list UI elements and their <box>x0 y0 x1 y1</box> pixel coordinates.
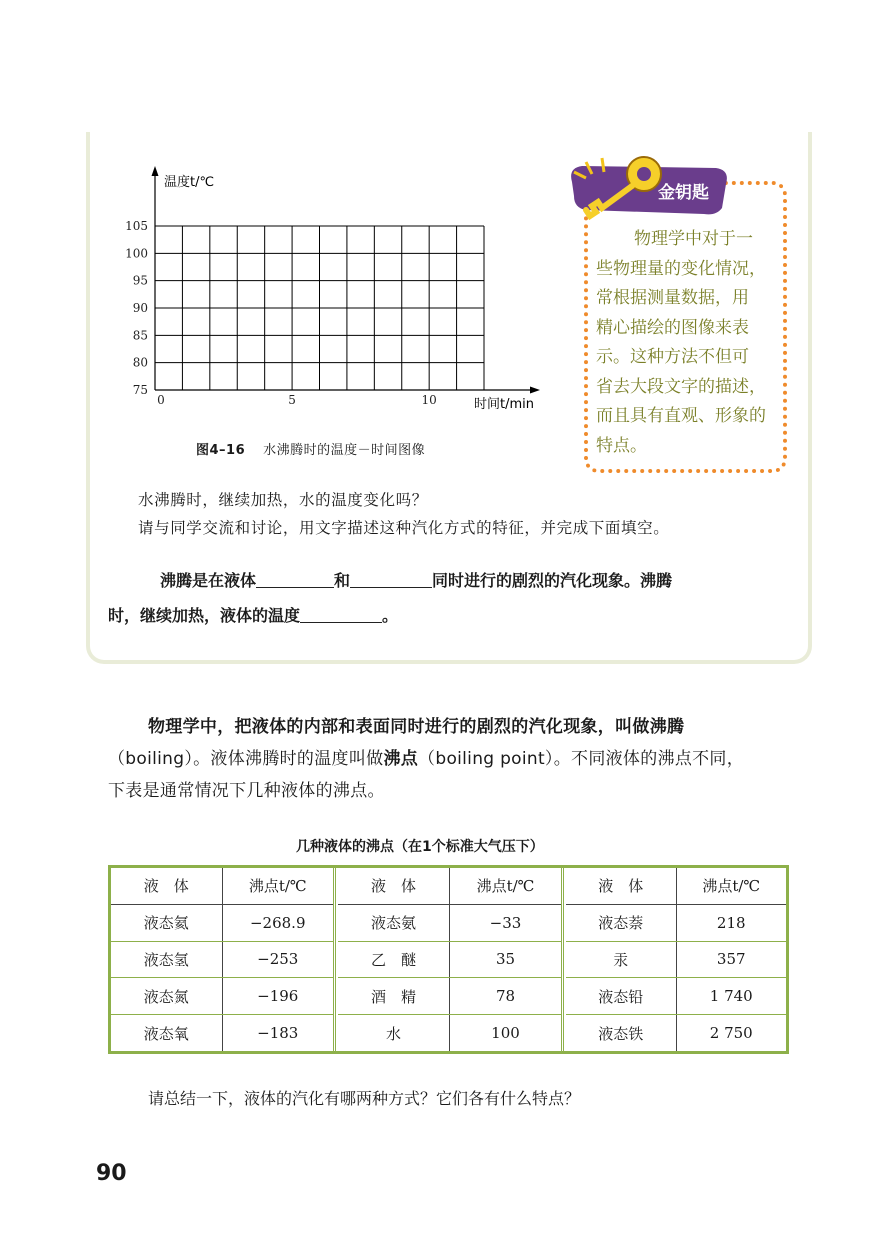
y-tick-label: 85 <box>132 328 148 343</box>
fill-text: 时，继续加热，液体的温度 <box>108 606 301 625</box>
fill-in-sentence-2 <box>108 603 398 626</box>
boiling-point-cell: 100 <box>491 1024 520 1043</box>
y-tick-label: 95 <box>132 273 148 288</box>
golden-key-line: 示。这种方法不但可 <box>596 347 749 367</box>
fill-in-sentence-1 <box>160 568 672 591</box>
answer-blank[interactable] <box>256 571 334 588</box>
question-discussion: 请与同学交流和讨论，用文字描述这种汽化方式的特征，并完成下面填空。 <box>138 519 670 537</box>
figure-number: 图4–16 <box>196 443 246 458</box>
table-row <box>111 978 333 1015</box>
liquid-name-cell: 液态氧 <box>111 1015 222 1051</box>
table-header-row <box>566 868 786 904</box>
table-header-row <box>111 868 333 904</box>
y-tick-label: 100 <box>125 246 148 261</box>
x-axis-arrow <box>530 387 540 394</box>
liquid-name-cell: 液态铅 <box>566 978 676 1015</box>
table-header-row <box>338 868 561 904</box>
boiling-point-cell: −253 <box>222 941 333 978</box>
x-axis-label: 时间t/min <box>474 397 534 410</box>
header-liquid: 液 体 <box>338 868 450 904</box>
table-row <box>111 904 333 941</box>
body-text: （boiling point）。不同液体的沸点不同， <box>418 749 745 769</box>
liquid-name-cell: 酒 精 <box>338 978 450 1015</box>
boiling-point-table <box>108 865 789 1054</box>
y-tick-label: 90 <box>132 301 148 315</box>
boiling-point-cell: −33 <box>450 904 562 941</box>
table-row <box>338 904 561 941</box>
liquid-name-cell: 液态氦 <box>111 904 222 941</box>
liquid-name-cell: 液态萘 <box>566 904 676 941</box>
page-number: 90 <box>96 1161 127 1186</box>
table-caption: 几种液体的沸点（在1个标准大气压下） <box>296 839 544 855</box>
header-liquid: 液 体 <box>566 868 676 904</box>
golden-key-line: 省去大段文字的描述， <box>596 376 766 397</box>
x-tick-label: 10 <box>421 393 437 407</box>
liquid-name-cell: 乙 醚 <box>338 941 450 978</box>
table-row <box>111 1015 333 1051</box>
header-boiling-point: 沸点t/℃ <box>222 868 333 904</box>
body-text: （boiling）。液体沸腾时的温度叫做 <box>108 749 384 769</box>
header-boiling-point: 沸点t/℃ <box>676 868 786 904</box>
liquid-name-cell: 液态氨 <box>338 904 450 941</box>
answer-blank[interactable] <box>350 571 432 588</box>
golden-key-text <box>596 225 782 461</box>
summary-question: 请总结一下，液体的汽化有哪两种方式？它们各有什么特点？ <box>148 1089 581 1108</box>
fill-text: 和 <box>334 571 351 590</box>
golden-key-box <box>584 181 787 473</box>
y-tick-label: 80 <box>132 355 148 370</box>
boiling-point-cell: 357 <box>676 941 786 978</box>
table-group-2 <box>338 868 564 1051</box>
boiling-point-cell: 218 <box>676 904 786 941</box>
liquid-name-cell: 汞 <box>566 941 676 978</box>
golden-key-line: 特点。 <box>596 435 647 456</box>
table-group-3 <box>566 868 786 1051</box>
liquid-name-cell: 液态氮 <box>111 978 222 1015</box>
temperature-time-graph <box>112 160 552 410</box>
x-tick-label: 0 <box>157 393 165 407</box>
boiling-point-cell: 35 <box>450 941 562 978</box>
y-tick-label: 75 <box>132 383 148 397</box>
y-axis-arrow <box>152 166 159 176</box>
header-liquid: 液 体 <box>111 868 222 904</box>
fill-text: 同时进行的剧烈的汽化现象。沸腾 <box>432 571 673 590</box>
table-row <box>566 941 786 978</box>
liquid-name-cell: 水 <box>338 1015 450 1051</box>
table-row <box>111 941 333 978</box>
boiling-point-cell: 78 <box>450 978 562 1015</box>
boiling-point-cell: 2 750 <box>709 1024 753 1043</box>
table-row <box>566 1015 786 1051</box>
table-row <box>338 1015 561 1051</box>
golden-key-icon <box>566 152 741 222</box>
figure-title: 水沸腾时的温度－时间图像 <box>263 443 426 458</box>
definition-boiling: 物理学中，把液体的内部和表面同时进行的剧烈的汽化现象，叫做沸腾 <box>148 717 685 737</box>
figure-caption <box>196 439 425 458</box>
table-row <box>338 941 561 978</box>
fill-text: 沸腾是在液体 <box>160 571 257 590</box>
table-group-1 <box>111 868 336 1051</box>
header-boiling-point: 沸点t/℃ <box>450 868 562 904</box>
fill-text: 。 <box>382 606 399 625</box>
table-row <box>338 978 561 1015</box>
answer-blank[interactable] <box>300 606 382 623</box>
boiling-point-cell: −268.9 <box>222 904 333 941</box>
table-intro: 下表是通常情况下几种液体的沸点。 <box>108 781 385 801</box>
table-row <box>566 978 786 1015</box>
boiling-point-cell: 1 740 <box>676 978 786 1015</box>
liquid-name-cell: 液态铁 <box>566 1015 676 1051</box>
definition-boiling-point <box>108 744 744 769</box>
y-axis-label: 温度t/℃ <box>164 175 215 190</box>
golden-key-title: 金钥匙 <box>658 183 709 203</box>
table-row <box>566 904 786 941</box>
question-boiling-temperature: 水沸腾时，继续加热，水的温度变化吗？ <box>138 491 428 509</box>
x-tick-label: 5 <box>288 393 296 407</box>
golden-key-line: 物理学中对于一 <box>634 229 753 249</box>
golden-key-line: 常根据测量数据，用 <box>596 288 749 308</box>
golden-key-line: 而且具有直观、形象的 <box>596 406 766 426</box>
golden-key-line: 些物理量的变化情况， <box>596 258 766 279</box>
y-tick-label: 105 <box>125 219 148 233</box>
liquid-name-cell: 液态氢 <box>111 941 222 978</box>
boiling-point-cell: −183 <box>257 1024 299 1043</box>
golden-key-line: 精心描绘的图像来表 <box>596 317 749 338</box>
term-boiling-point: 沸点 <box>383 749 419 769</box>
boiling-point-cell: −196 <box>222 978 333 1015</box>
